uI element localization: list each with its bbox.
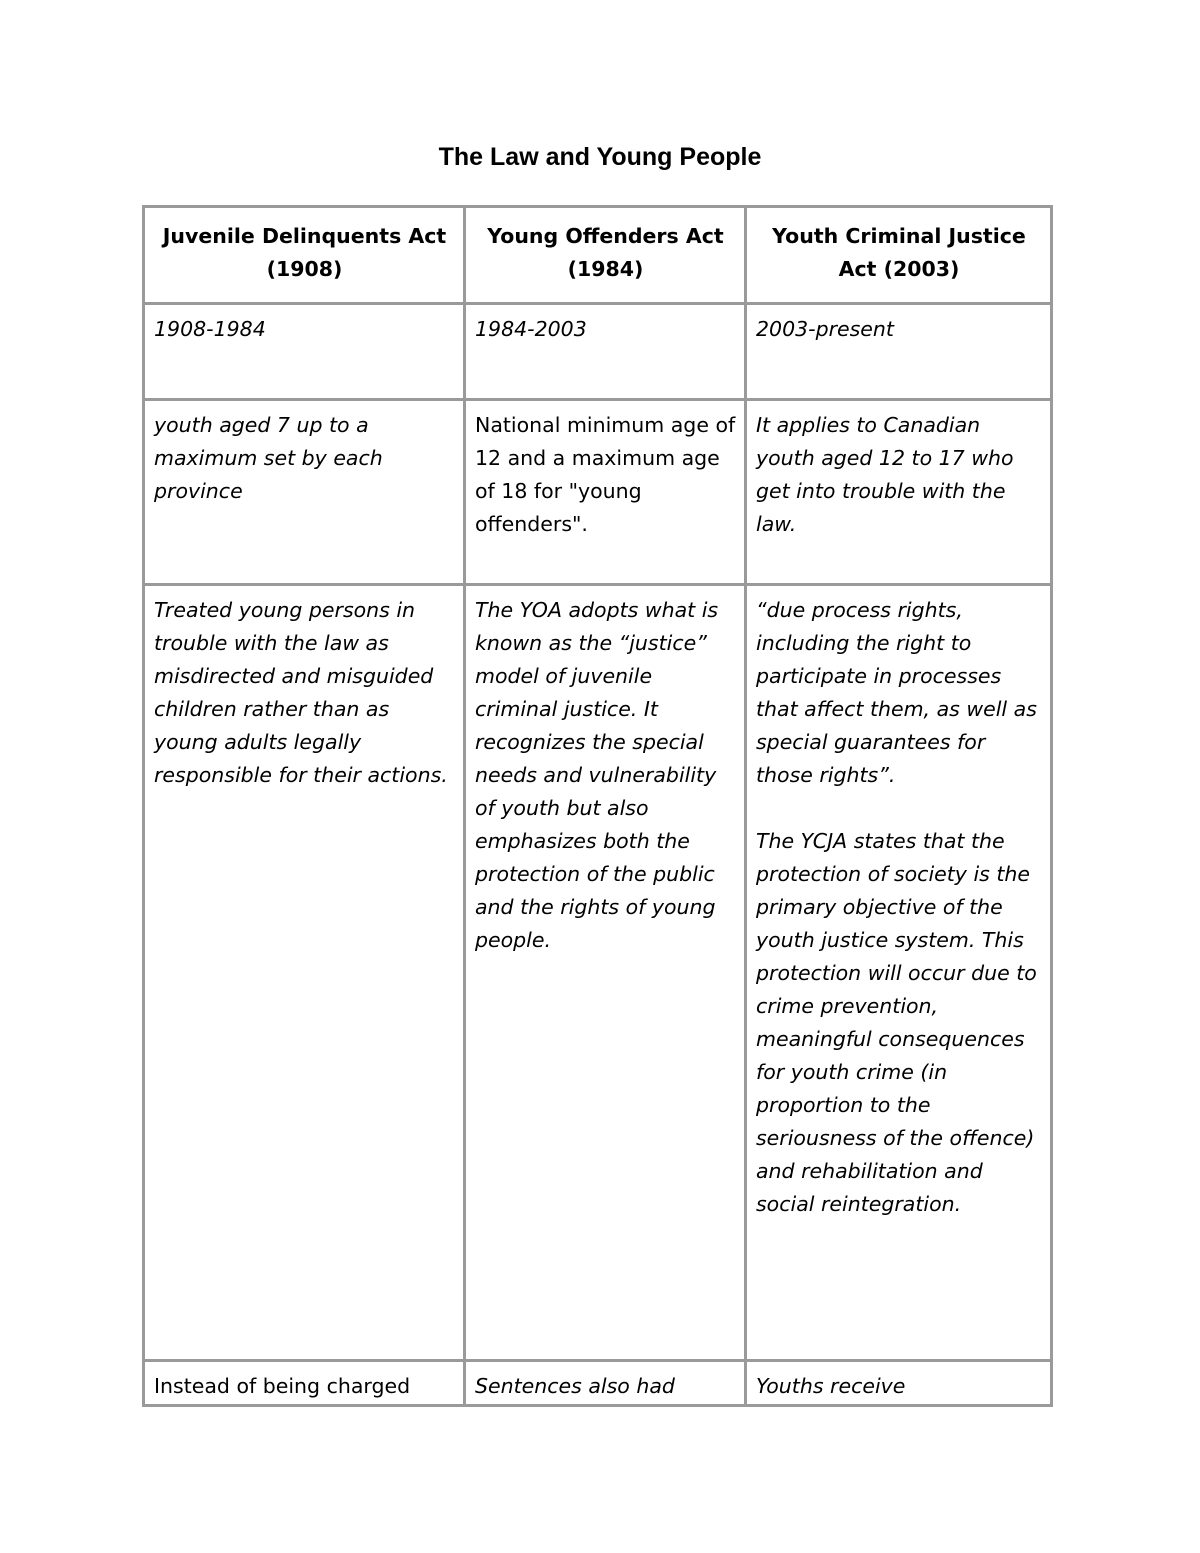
table-row-descriptions (144, 585, 1052, 1361)
years-cell-jda: 1908-1984 (144, 304, 465, 400)
table-row-partial (144, 1361, 1052, 1406)
table-header-row (144, 207, 1052, 304)
partial-cell-yoa: Sentences also had (465, 1361, 746, 1406)
ages-cell-yoa: National minimum age of 12 and a maximum age of 18 for "young offenders". (465, 400, 746, 585)
table-row-years (144, 304, 1052, 400)
page-title: The Law and Young People (438, 143, 762, 171)
ycja-rights-paragraph: “due process rights, including the right to participate in processes that affect them, as well as special guarantees for those rights”. (756, 598, 1037, 787)
ages-cell-ycja: It applies to Canadian youth aged 12 to 17 who get into trouble with the law. (746, 400, 1052, 585)
years-cell-yoa: 1984-2003 (465, 304, 746, 400)
table-row-ages (144, 400, 1052, 585)
header-youth-criminal-justice-act: Youth Criminal Justice Act (2003) (746, 207, 1052, 304)
paragraph-spacer (756, 792, 1042, 825)
years-cell-ycja: 2003-present (746, 304, 1052, 400)
header-young-offenders-act: Young Offenders Act (1984) (465, 207, 746, 304)
description-cell-yoa: The YOA adopts what is known as the “justice” model of juvenile criminal justice. It recognizes the special needs and vulnerability of youth but also emphasizes both the protection of the public and the rights of young people. (465, 585, 746, 1361)
partial-cell-ycja: Youths receive (746, 1361, 1052, 1406)
description-cell-ycja (746, 585, 1052, 1361)
description-cell-jda: Treated young persons in trouble with the law as misdirected and misguided children rather than as young adults legally responsible for their actions. (144, 585, 465, 1361)
ycja-objective-paragraph: The YCJA states that the protection of society is the primary objective of the youth justice system. This protection will occur due to crime prevention, meaningful consequences for youth crime (in proportion to the seriousness of the offence) and rehabilitation and social reintegration. (756, 829, 1037, 1216)
ages-cell-jda: youth aged 7 up to a maximum set by each province (144, 400, 465, 585)
partial-cell-jda: Instead of being charged (144, 1361, 465, 1406)
law-comparison-table (142, 205, 1053, 1407)
header-juvenile-delinquents-act: Juvenile Delinquents Act (1908) (144, 207, 465, 304)
